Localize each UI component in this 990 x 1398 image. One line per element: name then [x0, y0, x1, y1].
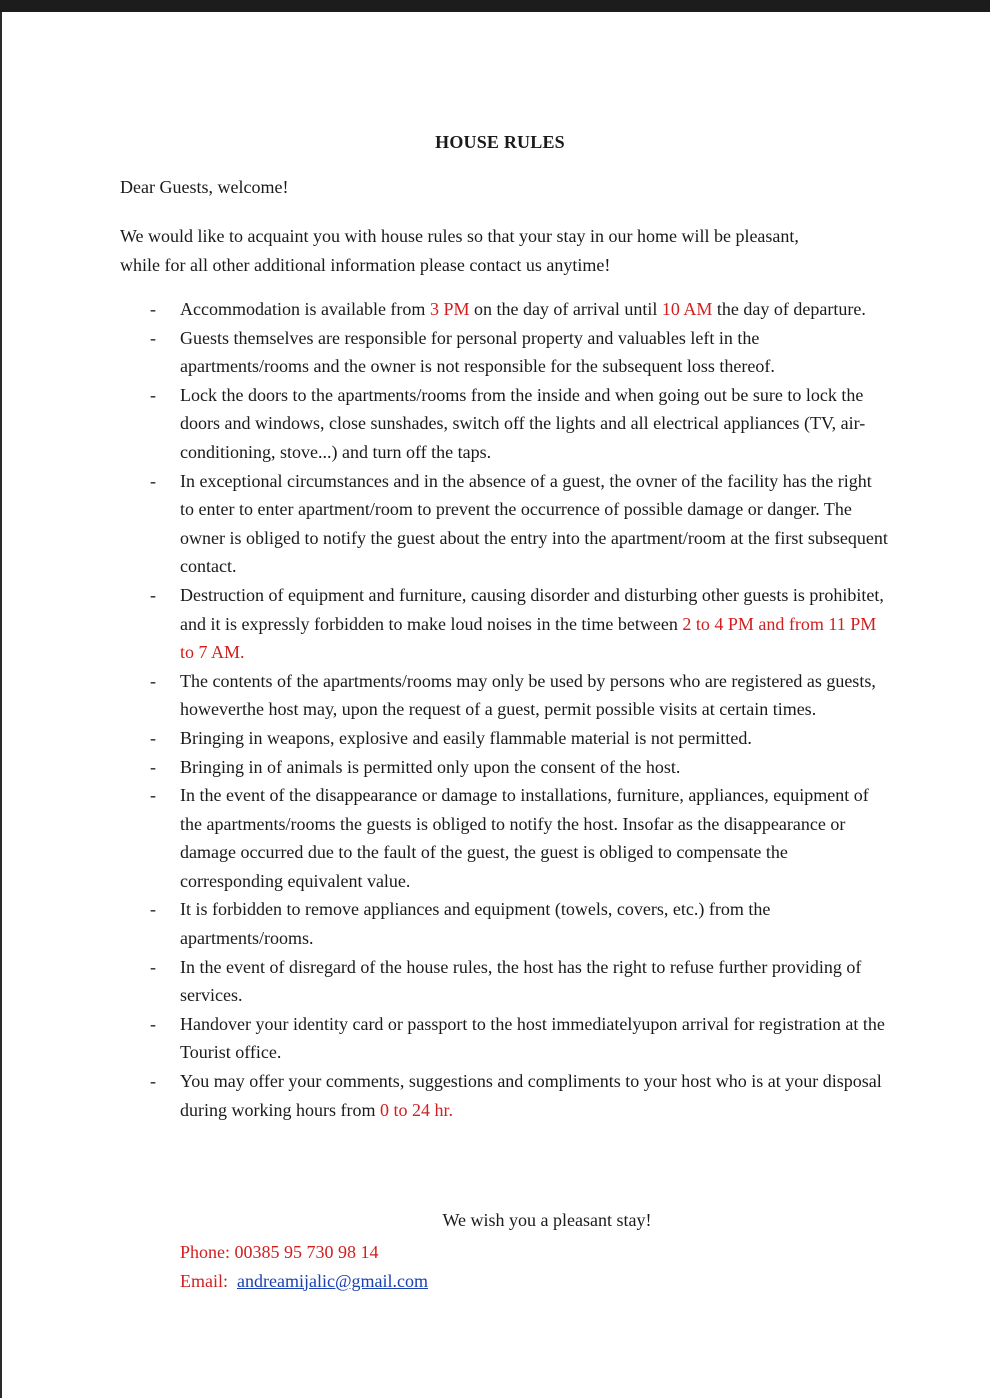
bullet-dash: - — [150, 584, 156, 605]
rule-text: Lock the doors to the apartments/rooms from the inside and when going out be sure to lock the doors and windows, close sunshades, switch off the lights and all electrical appliances (TV, air-conditioning, stove...) and turn off the taps. — [180, 384, 866, 462]
rules-list — [150, 295, 890, 1124]
bullet-dash: - — [150, 785, 156, 806]
rule-text: You may offer your comments, suggestions and compliments to your host who is at your disposal during working hours from — [180, 1071, 882, 1120]
bullet-dash: - — [150, 1071, 156, 1092]
rule-text: Bringing in of animals is permitted only upon the consent of the host. — [180, 756, 681, 777]
bullet-dash: - — [150, 327, 156, 348]
closing-line: We wish you a pleasant stay! — [442, 1210, 652, 1230]
intro-paragraph: We would like to acquaint you with house rules so that your stay in our home will be pleasant, while for all other additional information please contact us anytime! — [120, 226, 799, 275]
rule-text: on the day of arrival until — [469, 299, 662, 319]
bullet-dash: - — [150, 470, 156, 491]
rule-text: It is forbidden to remove appliances and equipment (towels, covers, etc.) from the apartments/rooms. — [180, 899, 771, 949]
email-label: Email: — [180, 1270, 228, 1291]
rule-item — [150, 753, 890, 782]
rule-item — [150, 1010, 890, 1067]
rule-item — [150, 467, 890, 581]
rule-item — [150, 581, 890, 667]
bullet-dash: - — [150, 956, 156, 977]
rule-highlight: 3 PM — [429, 299, 470, 319]
bullet-dash: - — [150, 299, 156, 319]
rule-item — [150, 324, 890, 381]
rule-text: Bringing in weapons, explosive and easily flammable material is not permitted. — [180, 727, 752, 748]
greeting: Dear Guests, welcome! — [120, 177, 289, 197]
rule-item — [150, 295, 890, 324]
rule-item — [150, 781, 890, 895]
rule-item — [150, 1067, 890, 1124]
rule-text: Guests themselves are responsible for personal property and valuables left in the apartments/rooms and the owner is not responsible for the subsequent loss thereof. — [180, 327, 775, 377]
document-title: HOUSE RULES — [435, 132, 565, 152]
rule-text: Destruction of equipment and furniture, causing disorder and disturbing other guests is prohibitet, and it is expressly forbidden to make loud noises in the time between — [180, 584, 884, 634]
rule-text: Accommodation is available from — [180, 299, 430, 319]
bullet-dash: - — [150, 899, 156, 920]
top-bar — [0, 0, 990, 12]
rule-text: In the event of disregard of the house rules, the host has the right to refuse further providing of services. — [180, 956, 862, 1006]
bullet-dash: - — [150, 1013, 156, 1034]
phone-line: Phone: 00385 95 730 98 14 — [180, 1242, 379, 1262]
rule-text: Handover your identity card or passport to the host immediatelyupon arrival for registration at the Tourist office. — [180, 1013, 885, 1063]
bullet-dash: - — [150, 384, 156, 405]
rule-highlight: 10 AM — [661, 299, 713, 319]
rule-text: In exceptional circumstances and in the absence of a guest, the ovner of the facility has the right to enter to enter apartment/room to prevent the occurrence of possible damage or danger. The owner is obliged to notify the guest about the entry into the apartment/room at the first subsequent contact. — [180, 470, 888, 577]
rule-text: The contents of the apartments/rooms may only be used by persons who are registered as guests, howeverthe host may, upon the request of a guest, permit possible visits at certain times. — [180, 670, 876, 720]
document-page — [0, 12, 990, 1398]
rule-item — [150, 667, 890, 724]
bullet-dash: - — [150, 670, 156, 691]
rule-highlight: 0 to 24 hr. — [379, 1099, 453, 1120]
rule-item — [150, 953, 890, 1010]
bullet-dash: - — [150, 756, 156, 777]
rule-text: the day of departure. — [712, 299, 866, 319]
rule-item — [150, 895, 890, 952]
rule-text: In the event of the disappearance or damage to installations, furniture, appliances, equipment of the apartments/rooms the guests is obliged to notify the host. Insofar as the disappearance or damage occurred due to the fault of the guest, the guest is obliged to compensate the corresponding equivalent value. — [180, 785, 869, 891]
rule-item — [150, 724, 890, 753]
email-link[interactable]: andreamijalic@gmail.com — [237, 1270, 429, 1291]
contact-block — [180, 1238, 428, 1295]
email-line — [180, 1267, 428, 1296]
rule-highlight: 2 to 4 PM and from 11 PM to 7 AM. — [180, 613, 877, 663]
bullet-dash: - — [150, 727, 156, 748]
rule-item — [150, 381, 890, 467]
